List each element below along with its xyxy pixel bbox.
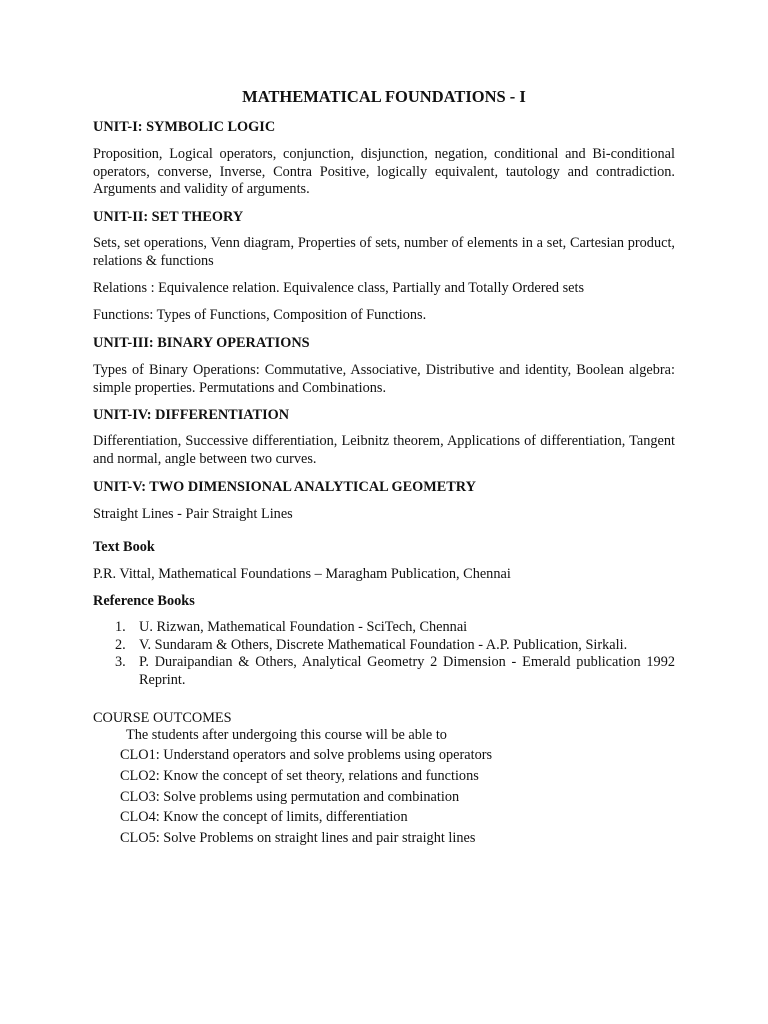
reference-books-list (93, 619, 675, 689)
unit-1-content: Proposition, Logical operators, conjunction, disjunction, negation, conditional and Bi-conditional operators, converse, Inverse, Contra Positive, logically equivalent, tautology and contradiction. Arguments and validity of arguments. (93, 146, 675, 197)
reference-book-item (93, 654, 675, 689)
unit-1-heading: UNIT-I: SYMBOLIC LOGIC (93, 119, 276, 135)
course-outcomes-heading: COURSE OUTCOMES (93, 710, 232, 726)
reference-book-number: 3. (115, 654, 126, 670)
course-outcome-item: CLO1: Understand operators and solve problems using operators (120, 747, 493, 763)
reference-book-text: U. Rizwan, Mathematical Foundation - SciTech, Chennai (139, 619, 468, 635)
course-outcome-item: CLO3: Solve problems using permutation and combination (120, 789, 460, 805)
document-title: MATHEMATICAL FOUNDATIONS - I (242, 87, 526, 106)
unit-2-content-functions: Functions: Types of Functions, Composition of Functions. (93, 307, 427, 323)
reference-books-heading: Reference Books (93, 593, 195, 609)
reference-book-number: 1. (115, 619, 126, 635)
unit-2-heading: UNIT-II: SET THEORY (93, 209, 244, 225)
unit-5-heading: UNIT-V: TWO DIMENSIONAL ANALYTICAL GEOMETRY (93, 479, 476, 495)
reference-book-item (93, 637, 675, 655)
unit-3-content: Types of Binary Operations: Commutative, Associative, Distributive and identity, Boolean algebra: simple properties. Permutations and Combinations. (93, 362, 675, 396)
unit-5-content: Straight Lines - Pair Straight Lines (93, 506, 293, 522)
course-outcome-item: CLO4: Know the concept of limits, differentiation (120, 809, 408, 825)
unit-4-content: Differentiation, Successive differentiation, Leibnitz theorem, Applications of differentiation, Tangent and normal, angle between two curves. (93, 433, 675, 467)
reference-book-text: P. Duraipandian & Others, Analytical Geometry 2 Dimension - Emerald publication 1992 Reprint. (139, 654, 675, 688)
unit-2-content-relations: Relations : Equivalence relation. Equivalence class, Partially and Totally Ordered sets (93, 280, 585, 296)
reference-book-text: V. Sundaram & Others, Discrete Mathematical Foundation - A.P. Publication, Sirkali. (139, 636, 628, 653)
unit-4-heading: UNIT-IV: DIFFERENTIATION (93, 407, 290, 423)
text-book-entry: P.R. Vittal, Mathematical Foundations – Maragham Publication, Chennai (93, 566, 511, 582)
unit-2-content-sets: Sets, set operations, Venn diagram, Properties of sets, number of elements in a set, Cartesian product, relations & functions (93, 235, 675, 269)
course-outcomes-intro: The students after undergoing this course will be able to (126, 727, 447, 743)
course-outcome-item: CLO5: Solve Problems on straight lines and pair straight lines (120, 830, 476, 846)
reference-book-number: 2. (115, 636, 126, 653)
text-book-heading: Text Book (93, 539, 155, 555)
unit-3-heading: UNIT-III: BINARY OPERATIONS (93, 335, 310, 351)
course-outcome-item: CLO2: Know the concept of set theory, relations and functions (120, 768, 479, 784)
reference-book-item (93, 619, 675, 637)
